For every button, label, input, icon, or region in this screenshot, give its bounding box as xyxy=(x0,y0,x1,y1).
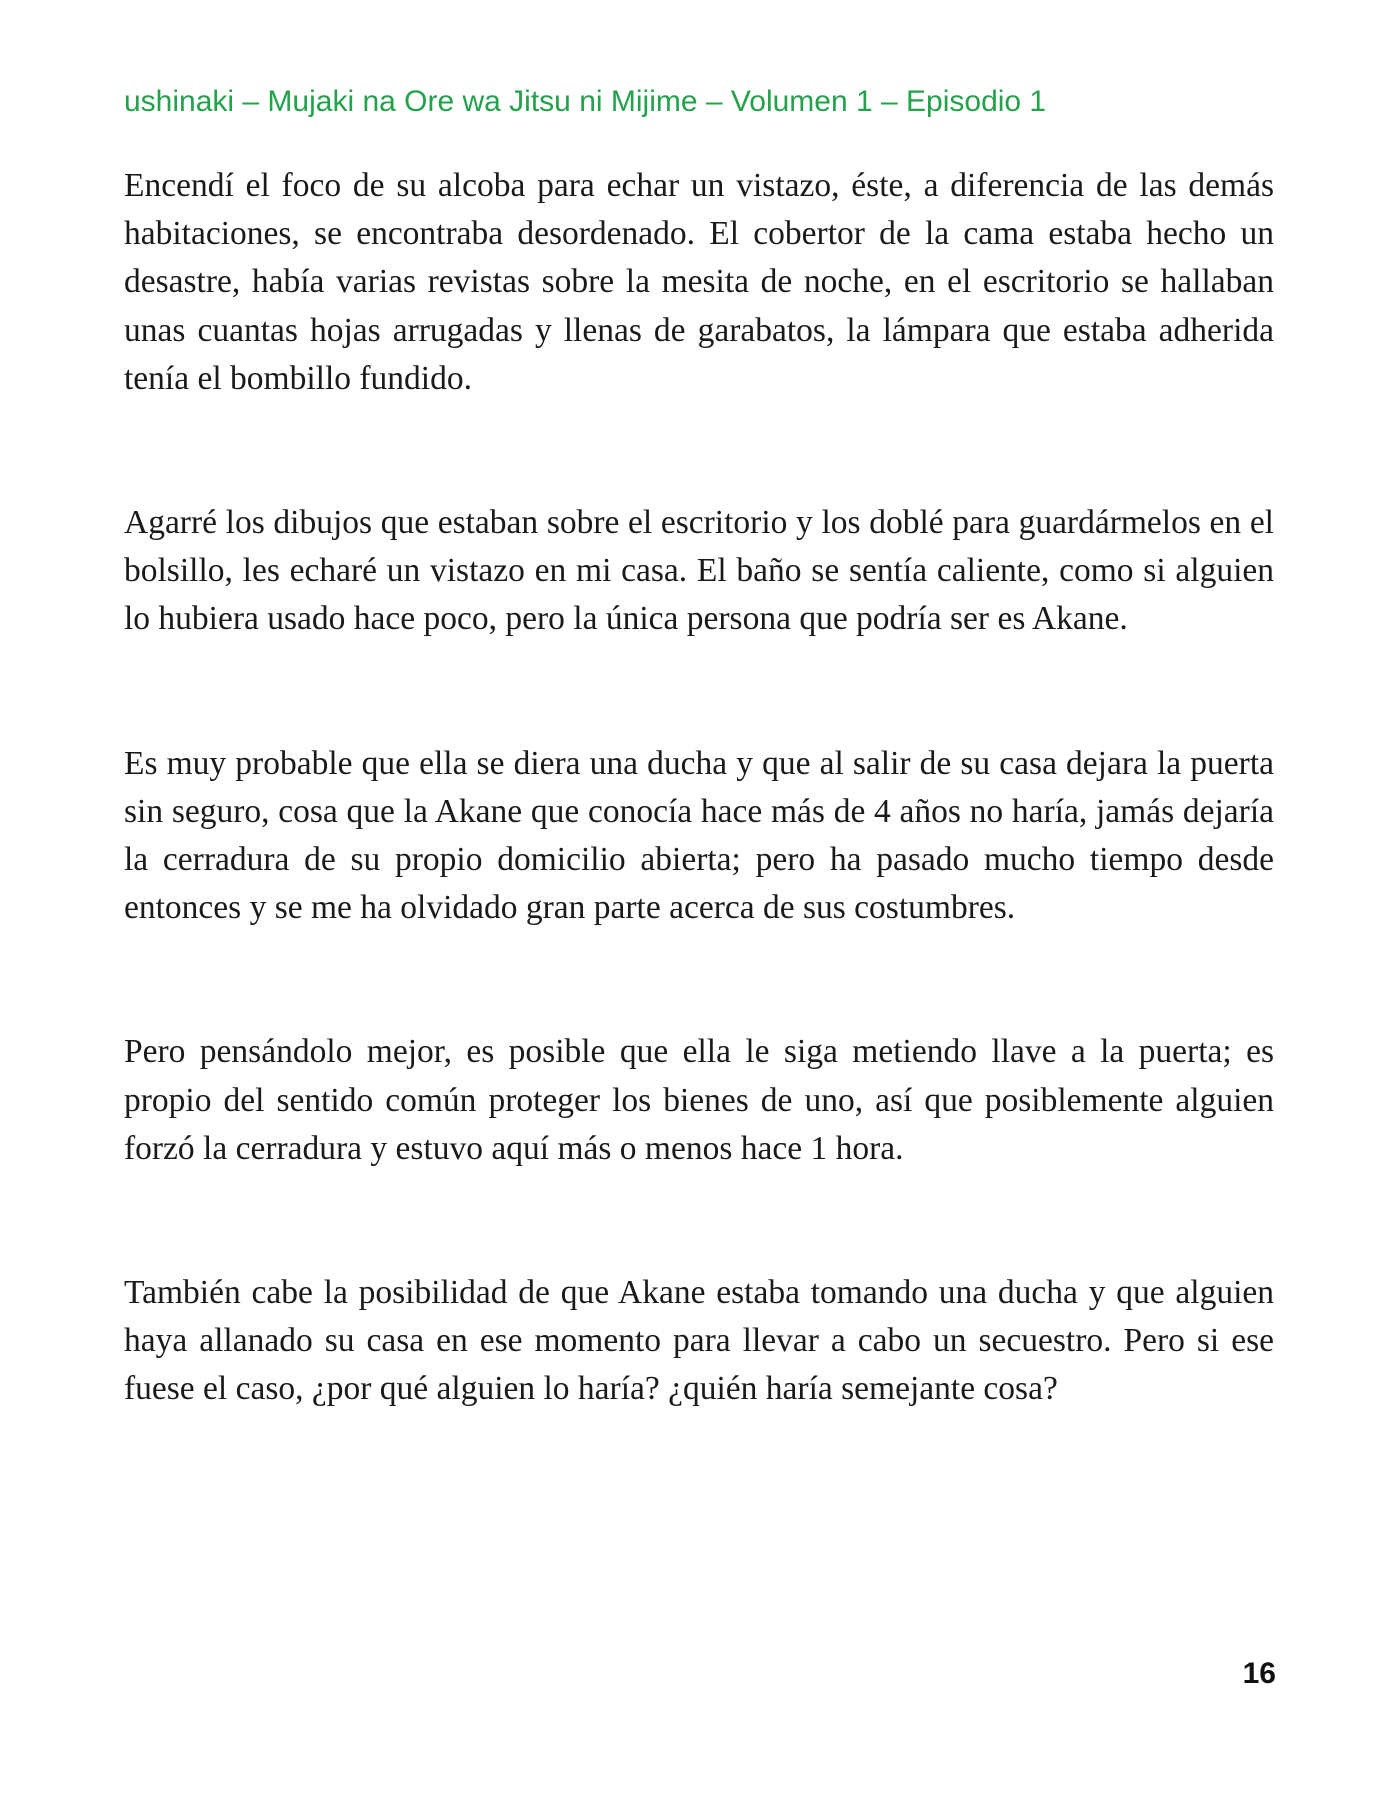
paragraph-spacer xyxy=(124,403,1274,499)
paragraph-1: Encendí el foco de su alcoba para echar un vistazo, éste, a diferencia de las demás habitaciones, se encontraba desordenado. El cobertor de la cama estaba hecho un desastre, había varias revistas sobre la mesita de noche, en el escritorio se hallaban unas cuantas hojas arrugadas y llenas de garabatos, la lámpara que estaba adherida tenía el bombillo fundido. xyxy=(124,167,1274,397)
paragraph-spacer xyxy=(124,644,1274,740)
page-number: 16 xyxy=(1242,1657,1276,1690)
paragraph-5: También cabe la posibilidad de que Akane estaba tomando una ducha y que alguien haya allanado su casa en ese momento para llevar a cabo un secuestro. Pero si ese fuese el caso, ¿por qué alguien lo haría? ¿quién haría semejante cosa? xyxy=(124,1274,1274,1408)
paragraph-4: Pero pensándolo mejor, es posible que ella le siga metiendo llave a la puerta; es propio del sentido común proteger los bienes de uno, así que posiblemente alguien forzó la cerradura y estuvo aquí más o menos hace 1 hora. xyxy=(124,1033,1274,1167)
running-header: ushinaki – Mujaki na Ore wa Jitsu ni Mijime – Volumen 1 – Episodio 1 xyxy=(124,85,1047,118)
paragraph-spacer xyxy=(124,1173,1274,1269)
paragraph-2: Agarré los dibujos que estaban sobre el escritorio y los doblé para guardármelos en el bolsillo, les echaré un vistazo en mi casa. El baño se sentía caliente, como si alguien lo hubiera usado hace poco, pero la única persona que podría ser es Akane. xyxy=(124,504,1274,638)
body-text xyxy=(124,162,1274,1414)
paragraph-3: Es muy probable que ella se diera una ducha y que al salir de su casa dejara la puerta sin seguro, cosa que la Akane que conocía hace más de 4 años no haría, jamás dejaría la cerradura de su propio domicilio abierta; pero ha pasado mucho tiempo desde entonces y se me ha olvidado gran parte acerca de sus costumbres. xyxy=(124,744,1274,927)
paragraph-spacer xyxy=(124,932,1274,1028)
